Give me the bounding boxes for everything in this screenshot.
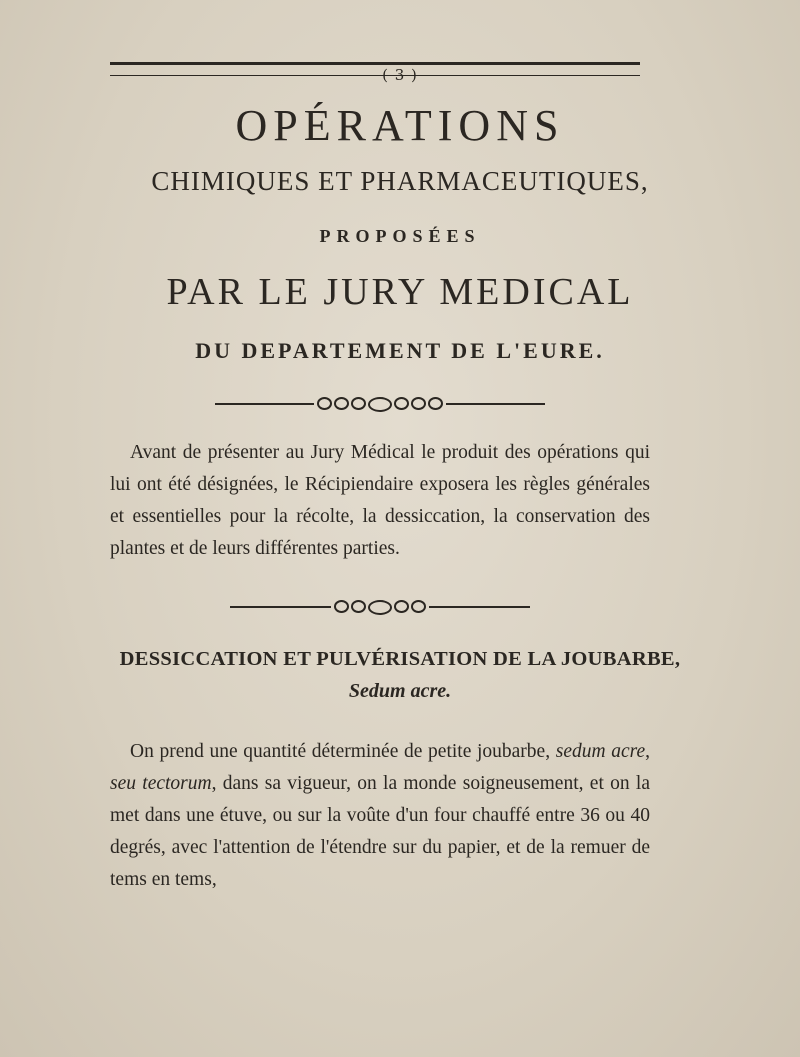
paragraph-separator: , — [645, 741, 650, 762]
latin-name-sedum: sedum acre — [555, 741, 646, 762]
latin-name-tectorum: seu tectorum — [110, 773, 212, 794]
section-subheading: Sedum acre. — [348, 680, 452, 702]
ornament-divider-top — [215, 397, 545, 411]
section-heading: DESSICCATION ET PULVÉRISATION DE LA JOUBARBE, — [119, 648, 681, 670]
title-chimiques: CHIMIQUES ET PHARMACEUTIQUES, — [151, 166, 649, 196]
paragraph-text-start: On prend une quantité déterminée de petite joubarbe, — [130, 741, 551, 762]
title-departement: DU DEPARTEMENT DE L'EURE. — [195, 338, 605, 363]
paragraph-text-rest: , dans sa vigueur, on la monde soigneusement, et on la met dans une étuve, ou sur la voûte d'un four chauffé entre 36 ou 40 degrés, avec l'attention de l'étendre sur du papier, et de la remuer de tems en tems, — [110, 773, 650, 890]
intro-paragraph: Avant de présenter au Jury Médical le produit des opérations qui lui ont été désignées, le Récipiendaire exposera les règles générales et essentielles pour la récolte, la dessiccation, la conservation des plantes et de leurs différentes parties. — [110, 442, 650, 559]
section-paragraph — [110, 736, 650, 896]
title-proposees: PROPOSÉES — [319, 226, 481, 246]
title-operations: OPÉRATIONS — [235, 101, 565, 150]
ornament-divider-middle — [230, 600, 530, 614]
page-number: ( 3 ) — [382, 66, 418, 84]
title-jury: PAR LE JURY MEDICAL — [166, 271, 634, 313]
